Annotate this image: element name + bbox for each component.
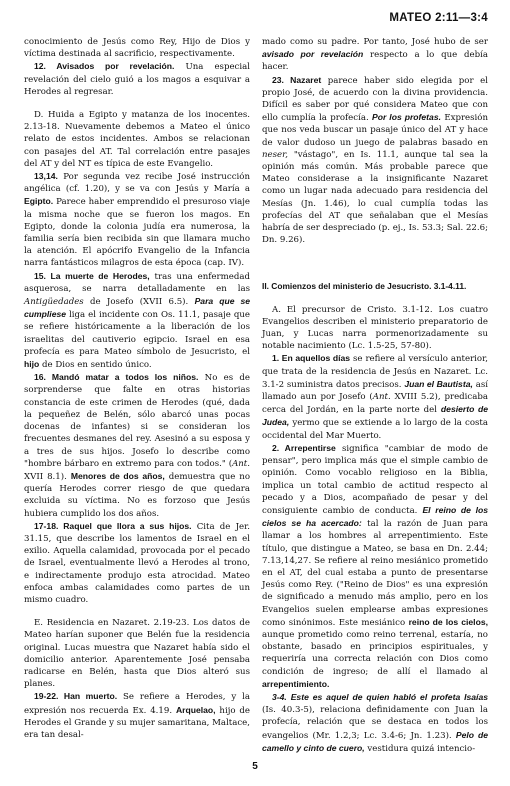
text-run: 23. Nazaret — [272, 74, 322, 85]
text-run: Parece haber emprendido el presuroso viaje la misma noche que se fueron los magos. En Egipto, donde la colonia judía era numerosa, la familia sería bien recibida sin que llamara mucho la atención. El apócrifo Evangelio de la Infancia narra fantásticos milagros de esta época (cap. IV). — [24, 197, 250, 269]
text-run: Ant. — [372, 392, 391, 403]
text-run: reino de los cielos, — [408, 616, 488, 627]
text-run: Ant. — [232, 458, 250, 469]
text-run: avisado por revelación — [262, 49, 364, 60]
text-run: liga el incidente con Os. 11.1, pasaje que se refiere históricamente a la liberación de los israelitas del cautiverio egipcio. Israel en esa profecía es para Mateo símbolo de Jesucristo, el — [24, 310, 250, 357]
text-run: No es de sorprenderse que falte en otras historias constancia de este crimen de Herodes (qué, dada la pequeñez de Belén, sólo abarcó unas pocas docenas de infantes) si se consideran los frecuentes desmanes del rey. Asesinó a su esposa y a tres de sus hijos. Josefo lo describe como "hombre bárbaro en extremo para con todos." ( — [24, 373, 250, 469]
text-run: significa "cambiar de modo de pensar", pero implica más que el simple cambio de opinión. Como vocablo religioso en la Biblia, implica un total cambio de actitud respecto al pecado y a Dios, acompañado de pesar y del consiguiente cambio de conducta. — [262, 443, 488, 516]
text-run: Pelo de camello y cinto de cuero, — [262, 729, 488, 753]
text-run: 3-4. Este es aquel de quien habló el profeta Isaías — [272, 691, 488, 702]
text-run: A. El precursor de Cristo. 3.1-12. Los cuatro Evangelios describen el ministerio preparatorio de Juan, y Lucas narra pormenorizadamente su notable nacimiento (Lc. 1.5-25, 57-80). — [262, 304, 488, 352]
paragraph — [24, 617, 250, 690]
text-run: 12. Avisados por revelación. — [34, 61, 175, 72]
paragraph — [262, 691, 488, 755]
text-run: respecto a lo que debía hacer. — [262, 50, 488, 73]
text-run: tras una enfermedad asquerosa, se narra detalladamente en las — [24, 271, 250, 294]
text-run: demuestra que no quería Herodes correr riesgo de que quedara excluida su víctima. No es forzoso que Jesús hubiera cumplido los dos años. — [24, 471, 250, 519]
text-run: Cita de Jer. 31.15, que describe los lamentos de Israel en el exilio. Aquella calamidad, provocada por el pecado de Israel, eventualmente llevó a Herodes al trono, e indirectamente produjo esta atrocidad. Mateo enfoca ambas calamidades como partes de un mismo cuadro. — [24, 521, 250, 605]
paragraph — [24, 371, 250, 519]
paragraph — [262, 304, 488, 353]
text-run: se refiere al versículo anterior, que trata de la residencia de Jesús en Nazaret. Lc. 3.1-2 suministra datos precisos. — [262, 354, 488, 390]
text-run: mado como su padre. Por tanto, José hubo de ser — [262, 37, 488, 47]
paragraph — [262, 36, 488, 74]
page-number: 5 — [252, 761, 258, 772]
paragraph — [262, 442, 488, 691]
text-run: hijo de Herodes el Grande y su mujer samaritana, Maltace, era tan desal- — [24, 705, 250, 740]
running-header: MATEO 2:11—3:4 — [389, 12, 488, 24]
text-run: Una especial revelación del cielo guió a los magos a esquivar a Herodes al regresar. — [24, 62, 250, 97]
text-run: vestidura quizá intencio- — [364, 743, 476, 754]
text-run: 17-18. Raquel que llora a sus hijos. — [34, 520, 192, 531]
text-run: D. Huida a Egipto y matanza de los inocentes. 2.13-18. Nuevamente debemos a Mateo el único relato de estos incidentes. Ambos se relacionan con pasajes del AT. Tal correlación entre pasajes del AT y del NT es típica de este Evangelio. — [24, 110, 250, 169]
paragraph — [262, 352, 488, 441]
text-run: 15. La muerte de Herodes, — [34, 270, 150, 281]
text-run: de Josefo (XVII 6.5). — [83, 297, 195, 308]
paragraph — [24, 270, 250, 372]
paragraph — [24, 690, 250, 741]
text-run: Por segunda vez recibe José instrucción angélica (cf. 1.20), y se va con Jesús y María a — [24, 172, 250, 195]
text-run: XVII 8.1). — [24, 471, 71, 482]
text-run: Antigüedades — [24, 297, 84, 308]
text-run: 2. Arrepentirse — [272, 442, 336, 453]
text-run: (Is. 40.3-5), relaciona definidamente con Juan la profecía, relación que se destaca en todos los evangelios (Mr. 1.2,3; Lc. 3.4-6; Jn. 1.23). — [262, 705, 488, 741]
text-run: hijo — [24, 359, 40, 370]
text-run: yermo que se extiende a lo largo de la costa occidental del Mar Muerto. — [262, 418, 488, 441]
text-run: así llamado aun por Josefo ( — [262, 379, 489, 403]
text-run: E. Residencia en Nazaret. 2.19-23. Los datos de Mateo harían suponer que Belén fue la residencia original. Lucas muestra que Nazaret había sido el domicilio anterior. Aparentemente José pensaba radicarse en Belén, hasta que Dios alteró sus planes. — [24, 618, 250, 690]
text-run: 19-22. Han muerto. — [34, 691, 118, 702]
text-run: neser, — [262, 149, 289, 160]
text-run: aunque prometido como reino terrenal, estaría, no obstante, basado en principios espirituales, y requeriría una correcta relación con Dios como condición de ingreso; de allí el llamado al — [262, 629, 488, 677]
text-run: Por los profetas. — [372, 112, 441, 123]
paragraph — [24, 170, 250, 270]
text-run: "vástago", en Is. 11.1, aunque tal sea la opinión más común. Más probable parece que Mateo considerase a la insignificante Nazaret como un lugar nada adecuado para residencia del Mesías (Jn. 1.46), lo cual cumplía todas las profecías del AT que señalaban que el Mesías habría de ser despreciado (p. ej., Is. 53.3; Sal. 22.6; Dn. 9.26). — [262, 149, 488, 246]
right-column — [262, 36, 488, 755]
paragraph — [24, 36, 250, 60]
paragraph — [24, 60, 250, 98]
text-run: tal la razón de Juan para llamar a los hombres al arrepentimiento. Este título, que distingue a Mateo, se basa en Dn. 2.44; 7.13,14,27. Se refiere al reino mesiánico prometido en el AT, del cual estaba a punto de presentarse Jesús como Rey. ("Reino de Dios" es una expresión de significado a menudo más amplio, pero en los Evangelios suelen emplearse ambas expresiones como sinónimos. Este mesiánico — [262, 519, 488, 628]
text-run: de Dios en sentido único. — [39, 360, 152, 371]
paragraph — [24, 520, 250, 606]
text-run: II. Comienzos del ministerio de Jesucristo. 3.1-4.11. — [262, 281, 467, 292]
paragraph — [24, 109, 250, 170]
text-run: 16. Mandó matar a todos los niños. — [34, 372, 199, 383]
section-heading — [262, 280, 488, 292]
text-run: parece haber sido elegida por el propio José, de acuerdo con la divina providencia. Difícil es saber por qué considera Mateo que con ello cumplía la profecía. — [262, 75, 488, 124]
text-run: Se refiere a Herodes, y la expresión nos recuerda Ex. 4.19. — [24, 692, 251, 716]
text-run: 1. En aquellos días — [272, 353, 351, 364]
text-run: Expresión que nos veda buscar un pasaje único del AT y hace de valor dudoso un juego de palabras basado en — [262, 113, 489, 148]
left-column — [24, 36, 250, 741]
text-run: conocimiento de Jesús como Rey, Hijo de Dios y víctima destinada al sacrificio, respectivamente. — [24, 37, 250, 60]
text-run: 13,14. — [34, 171, 58, 182]
text-run: Egipto. — [24, 196, 54, 207]
text-run: Juan el Bautista, — [404, 378, 473, 389]
text-run: Menores de dos años, — [70, 470, 165, 481]
paragraph — [262, 74, 488, 247]
text-run: desierto de Judea, — [262, 404, 488, 428]
text-run: Arquelao, — [175, 704, 216, 715]
text-run: XVIII 5.2), predicaba cerca del Jordán, en la parte norte del — [262, 392, 488, 416]
text-run: arrepentimiento. — [262, 678, 330, 689]
text-run: El reino de los cielos se ha acercado: — [262, 504, 488, 529]
text-run: Para que se cumpliese — [24, 296, 251, 320]
